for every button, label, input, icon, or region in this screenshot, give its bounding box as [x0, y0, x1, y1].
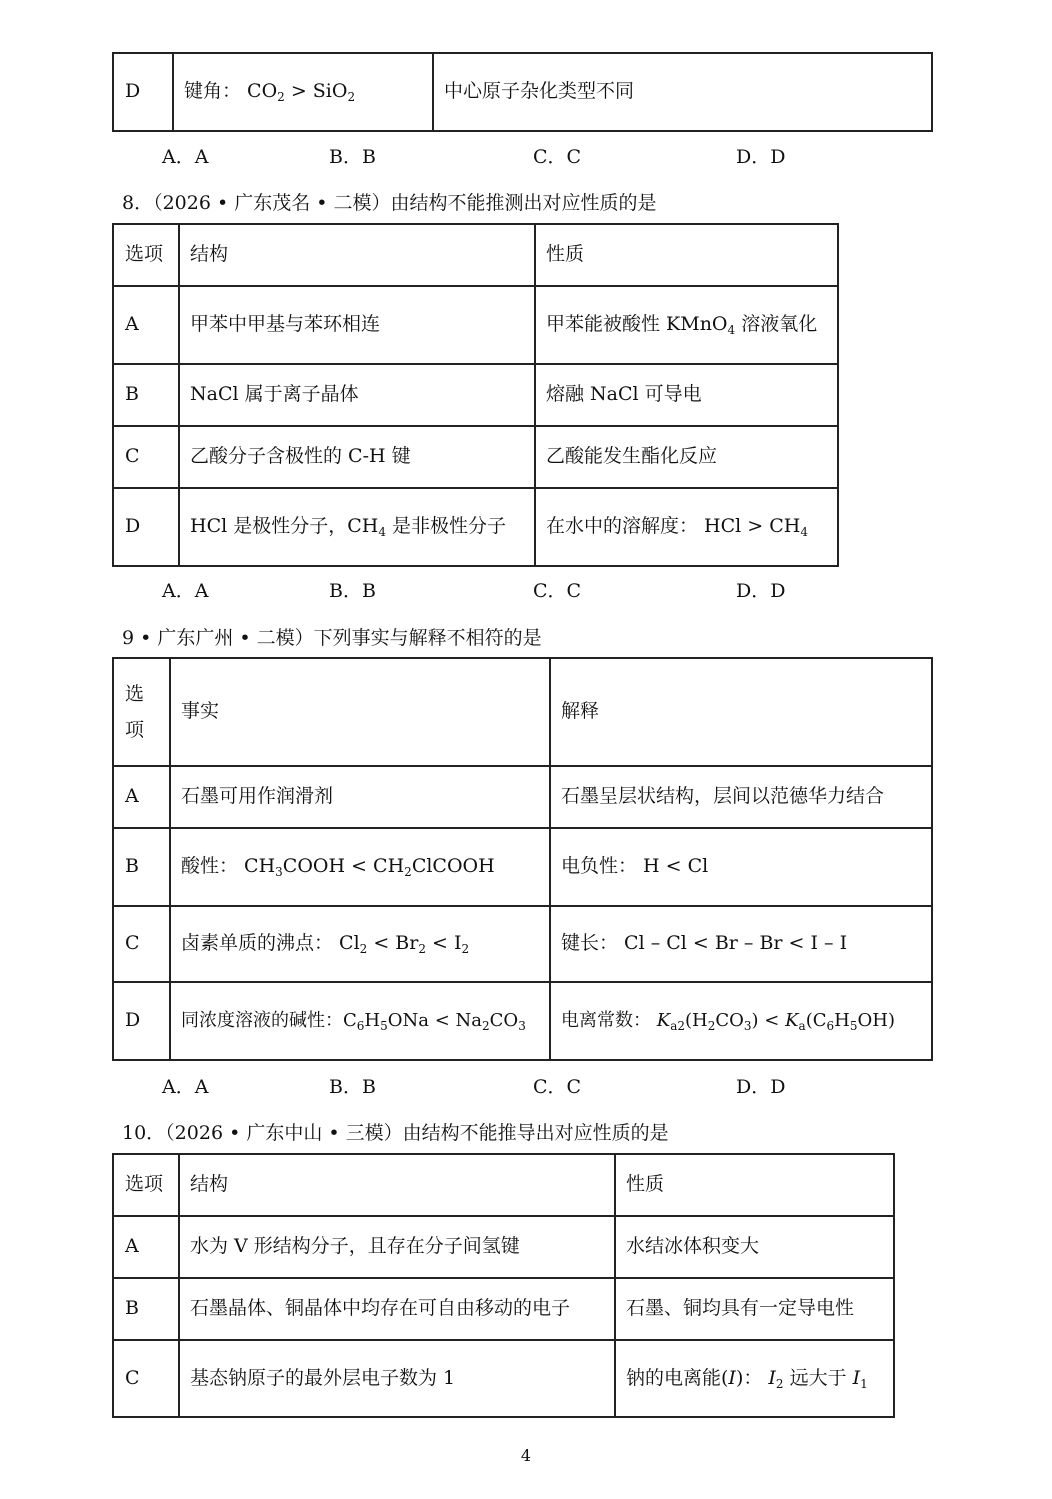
- option-cell: B: [113, 1278, 179, 1340]
- structure-cell: 水为 V 形结构分子，且存在分子间氢键: [179, 1216, 615, 1278]
- answer-option-b[interactable]: B．B: [329, 580, 376, 602]
- answer-option-b[interactable]: B．B: [329, 1076, 376, 1098]
- table-row: [113, 1216, 894, 1278]
- structure-cell: 乙酸分子含极性的 C-H 键: [179, 426, 535, 488]
- q9-stem: 9 • 广东广州 • 二模）下列事实与解释不相符的是: [122, 627, 542, 649]
- answer-option-d[interactable]: D．D: [736, 146, 786, 168]
- q8-stem: 8．（2026 • 广东茂名 • 二模）由结构不能推测出对应性质的是: [122, 192, 657, 214]
- q7-table: [112, 52, 933, 132]
- table-row: [113, 364, 838, 426]
- option-cell: B: [113, 364, 179, 426]
- answer-option-d[interactable]: D．D: [736, 1076, 786, 1098]
- explanation-cell: 键长： Cl – Cl < Br – Br < I – I: [550, 906, 932, 982]
- structure-cell: 石墨晶体、铜晶体中均存在可自由移动的电子: [179, 1278, 615, 1340]
- table-row: [113, 828, 932, 906]
- table-header-row: [113, 1154, 894, 1216]
- explanation-cell: 石墨呈层状结构，层间以范德华力结合: [550, 766, 932, 828]
- fact-cell: 同浓度溶液的碱性：$C_6H_5ONa < Na_2CO_3$: [170, 982, 550, 1060]
- header-option: 选项: [113, 1154, 179, 1216]
- header-explanation: 解释: [550, 658, 932, 766]
- header-option: 选项: [113, 224, 179, 286]
- q8-table: [112, 223, 839, 567]
- table-row: [113, 766, 932, 828]
- fact-cell: 卤素单质的沸点： $Cl_2 < Br_2 < I_2$: [170, 906, 550, 982]
- table-header-row: [113, 658, 932, 766]
- q8-answer-options: [162, 576, 862, 604]
- answer-option-c[interactable]: C．C: [533, 1076, 582, 1098]
- property-cell: 乙酸能发生酯化反应: [535, 426, 838, 488]
- option-cell: C: [113, 1340, 179, 1417]
- option-cell: A: [113, 286, 179, 364]
- q10-stem: 10．（2026 • 广东中山 • 三模）由结构不能推导出对应性质的是: [122, 1122, 669, 1144]
- fact-cell: 酸性： $CH_3COOH$ < $CH_2ClCOOH$: [170, 828, 550, 906]
- answer-option-c[interactable]: C．C: [533, 146, 582, 168]
- option-cell: D: [113, 53, 173, 131]
- table-row: [113, 53, 932, 131]
- structure-cell: NaCl 属于离子晶体: [179, 364, 535, 426]
- header-fact: 事实: [170, 658, 550, 766]
- property-cell: 熔融 NaCl 可导电: [535, 364, 838, 426]
- table-row: [113, 982, 932, 1060]
- table-row: [113, 426, 838, 488]
- answer-option-b[interactable]: B．B: [329, 146, 376, 168]
- property-cell: 钠的电离能(I)： $I_2$ 远大于 $I_1$: [615, 1340, 894, 1417]
- structure-cell: HCl 是极性分子，$CH_4$ 是非极性分子: [179, 488, 535, 566]
- property-cell: 甲苯能被酸性 KMnO$_4$ 溶液氧化: [535, 286, 838, 364]
- header-property: 性质: [535, 224, 838, 286]
- table-row: [113, 1340, 894, 1417]
- answer-option-d[interactable]: D．D: [736, 580, 786, 602]
- property-cell: 石墨、铜均具有一定导电性: [615, 1278, 894, 1340]
- q10-table: [112, 1153, 895, 1418]
- option-cell: C: [113, 906, 170, 982]
- header-structure: 结构: [179, 224, 535, 286]
- table-row: [113, 1278, 894, 1340]
- table-header-row: [113, 224, 838, 286]
- fact-cell: 键角： $CO_2 > SiO_2$: [173, 53, 433, 131]
- reason-cell: 中心原子杂化类型不同: [433, 53, 932, 131]
- structure-cell: 甲苯中甲基与苯环相连: [179, 286, 535, 364]
- table-row: [113, 906, 932, 982]
- answer-option-a[interactable]: A．A: [162, 580, 209, 602]
- option-cell: A: [113, 1216, 179, 1278]
- table-row: [113, 286, 838, 364]
- structure-cell: 基态钠原子的最外层电子数为 1: [179, 1340, 615, 1417]
- option-cell: A: [113, 766, 170, 828]
- option-cell: D: [113, 488, 179, 566]
- header-structure: 结构: [179, 1154, 615, 1216]
- header-property: 性质: [615, 1154, 894, 1216]
- property-cell: 在水中的溶解度： HCl > $CH_4$: [535, 488, 838, 566]
- q7-answer-options: [162, 142, 862, 170]
- explanation-cell: 电负性： H < Cl: [550, 828, 932, 906]
- option-cell: C: [113, 426, 179, 488]
- explanation-cell: 电离常数： $K_{a2}(H_2CO_3) < K_a(C_6H_5OH)$: [550, 982, 932, 1060]
- page-number: 4: [520, 1446, 532, 1465]
- header-option: 选项: [113, 658, 170, 766]
- q9-table: [112, 657, 933, 1061]
- property-cell: 水结冰体积变大: [615, 1216, 894, 1278]
- option-cell: B: [113, 828, 170, 906]
- answer-option-c[interactable]: C．C: [533, 580, 582, 602]
- option-cell: D: [113, 982, 170, 1060]
- fact-cell: 石墨可用作润滑剂: [170, 766, 550, 828]
- answer-option-a[interactable]: A．A: [162, 1076, 209, 1098]
- table-row: [113, 488, 838, 566]
- answer-option-a[interactable]: A．A: [162, 146, 209, 168]
- q9-answer-options: [162, 1072, 862, 1100]
